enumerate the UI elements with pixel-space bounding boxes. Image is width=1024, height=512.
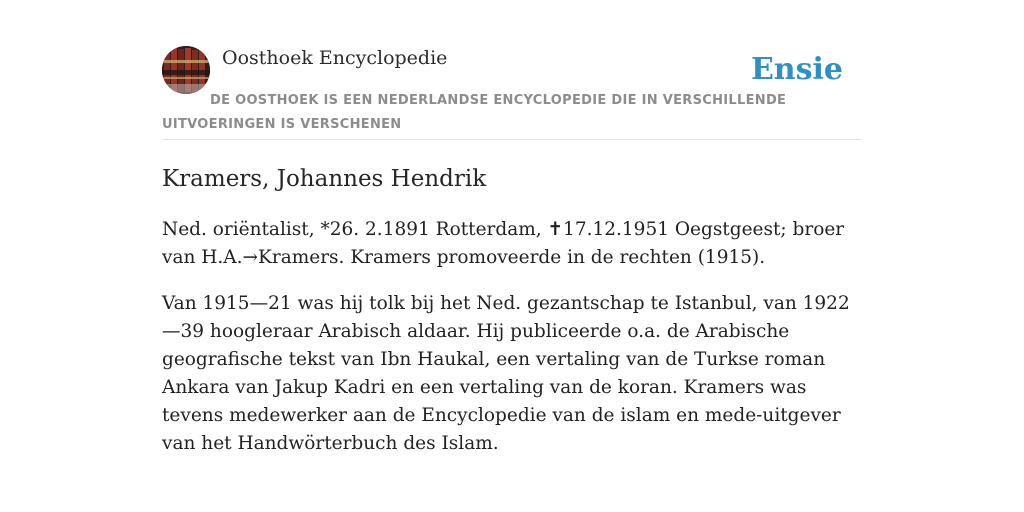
article-title: Kramers, Johannes Hendrik	[162, 166, 487, 192]
book-spines-avatar-icon[interactable]	[162, 46, 210, 94]
source-tagline: DE OOSTHOEK IS EEN NEDERLANDSE ENCYCLOPEDIE DIE IN VERSCHILLENDE UITVOERINGEN IS VERSCHENEN	[162, 93, 787, 132]
article-paragraph: Van 1915—21 was hij tolk bij het Ned. gezantschap te Istanbul, van 1922 —39 hoogleraar Arabisch aldaar. Hij publiceerde o.a. de Arabische geografische tekst van Ibn Haukal, een vertaling van de Turkse roman Ankara van Jakup Kadri en een vertaling van de koran. Kramers was tevens medewerker aan de Encyclopedie van de islam en mede-uitgever van het Handwörterbuch des Islam.	[162, 293, 850, 454]
article	[162, 162, 864, 476]
brand-logo[interactable]: Ensie	[750, 52, 843, 87]
site-header	[162, 46, 862, 140]
article-paragraph: Ned. oriëntalist, *26. 2.1891 Rotterdam, ✝17.12.1951 Oegstgeest; broer van H.A.→Kramers. Kramers promoveerde in de rechten (1915).	[162, 219, 845, 268]
source-title[interactable]: Oosthoek Encyclopedie	[222, 47, 448, 69]
